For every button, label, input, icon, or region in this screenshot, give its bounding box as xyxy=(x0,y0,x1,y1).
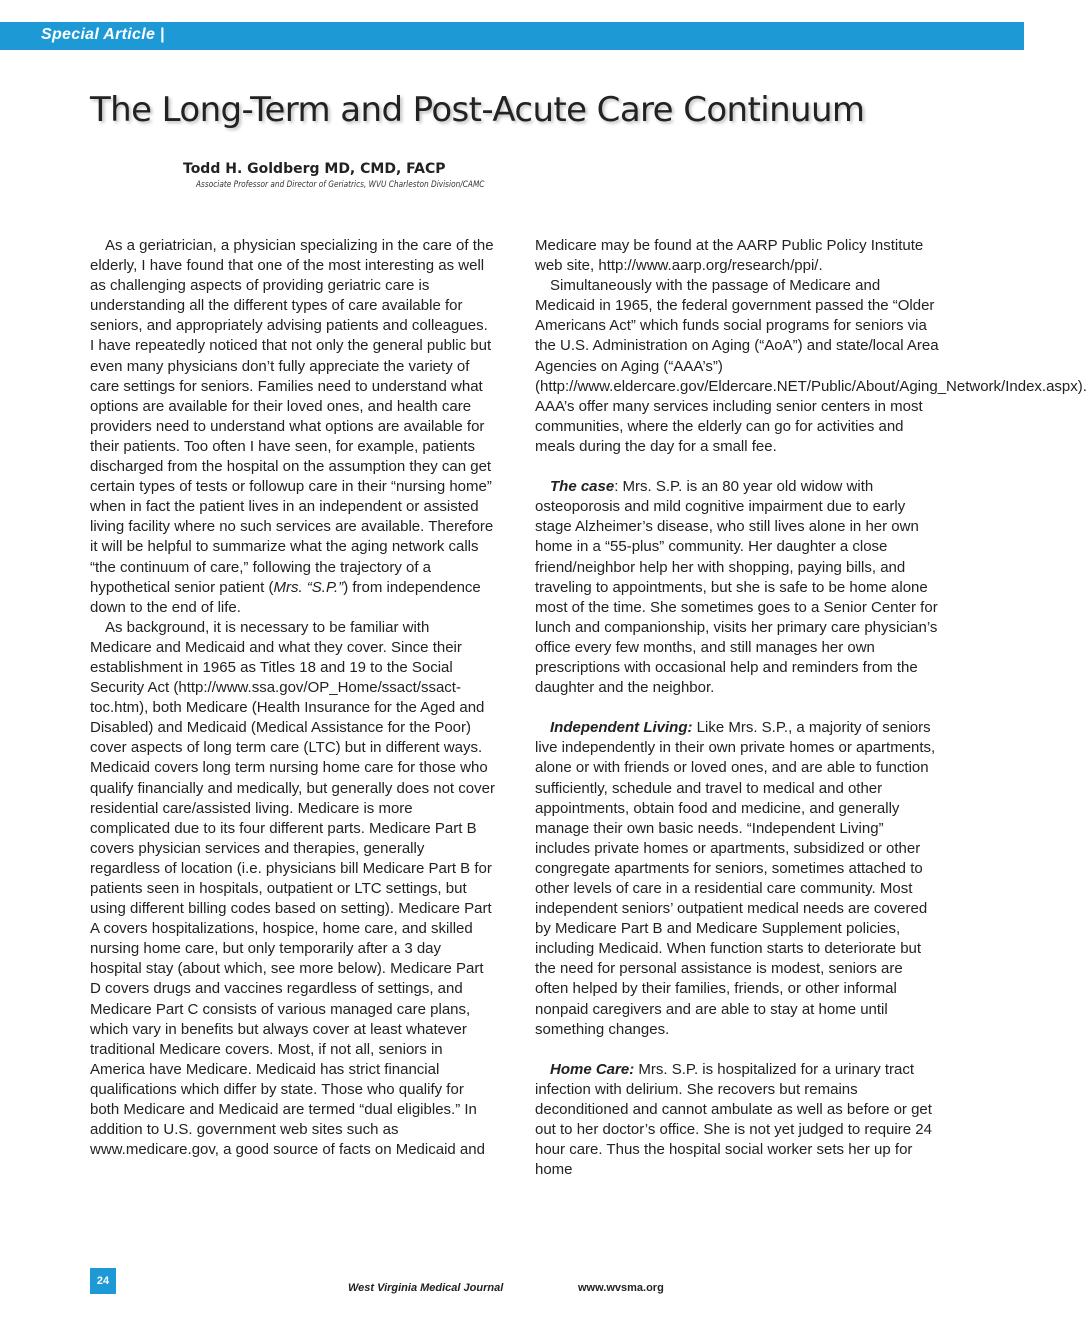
article-title: The Long-Term and Post-Acute Care Continuum xyxy=(90,90,865,130)
author-affiliation: Associate Professor and Director of Geriatrics, WVU Charleston Division/CAMC xyxy=(196,180,485,190)
page-number: 24 xyxy=(90,1268,116,1294)
section-banner xyxy=(0,22,1024,50)
paragraph-older-americans-act: Simultaneously with the passage of Medicare and Medicaid in 1965, the federal government passed the “Older Americans Act” which funds social programs for seniors via the U.S. Administration on Aging (“AoA”) and state/local Area Agencies on Aging (“AAA’s”) (http://www.eldercare.gov/Eldercare.NET/Public/About/Aging_Network/Index.aspx). AAA’s offer many services including senior centers in most communities, where the elderly can go for activities and meals during the day for a small fee. xyxy=(535,277,1087,455)
paragraph-home-care xyxy=(535,1060,940,1181)
patient-name-italic: Mrs. “S.P.” xyxy=(273,578,344,596)
paragraph-background: As background, it is necessary to be familiar with Medicare and Medicaid and what they cover. Since their establishment in 1965 as Titles 18 and 19 to the Social Security Act (http://www.ssa.gov/OP_Home/ssact/ssact-toc.htm), both Medicare (Health Insurance for the Aged and Disabled) and Medicaid (Medical Assistance for the Poor) cover aspects of long term care (LTC) but in different ways. Medicaid covers long term nursing home care for those who qualify financially and medically, but generally does not cover residential care/assisted living. Medicare is more complicated due to its four different parts. Medicare Part B covers physician services and therapies, generally regardless of location (i.e. physicians bill Medicare Part B for patients seen in hospitals, outpatient or LTC settings, but using different billing codes based on setting). Medicare Part A covers hospitalizations, hospice, home care, and skilled nursing home care, but only temporarily after a 3 day hospital stay (about which, see more below). Medicare Part D covers drugs and vaccines regardless of settings, and Medicare Part C consists of various managed care plans, which vary in benefits but always cover at least whatever traditional Medicare covers. Most, if not all, seniors in America have Medicare. Medicaid has strict financial qualifications which differ by state. Those who qualify for both Medicare and Medicaid are termed “dual eligibles.” In addition to U.S. government web sites such as www.medicare.gov, a good source of facts on Medicaid and xyxy=(90,618,495,1159)
paragraph-aarp: Medicare may be found at the AARP Public Policy Institute web site, http://www.aarp.org/research/ppi/. xyxy=(535,237,924,275)
paragraph-independent-living xyxy=(535,718,940,1040)
journal-website: www.wvsma.org xyxy=(578,1282,664,1294)
paragraph-case xyxy=(535,477,940,698)
author-name: Todd H. Goldberg MD, CMD, FACP xyxy=(183,161,446,177)
paragraph-text: Like Mrs. S.P., a majority of seniors live independently in their own private homes or apartments, alone or with friends or loved ones, and are able to function sufficiently, schedule and travel to medical and other appointments, obtain food and medicine, and generally manage their own basic needs. “Independent Living” includes private homes or apartments, subsidized or other congregate apartments for seniors, sometimes attached to other levels of care in a residential care community. Most independent seniors’ outpatient medical needs are covered by Medicare Part B and Medicare Supplement policies, including Medicaid. When function starts to deteriorate but the need for personal assistance is modest, seniors are often helped by their families, friends, or other informal nonpaid caregivers and are able to stay at home until something changes. xyxy=(535,719,936,1038)
journal-name: West Virginia Medical Journal xyxy=(348,1282,504,1294)
independent-living-heading: Independent Living: xyxy=(550,719,693,737)
section-label: Special Article | xyxy=(41,26,165,43)
home-care-heading: Home Care: xyxy=(550,1060,635,1078)
paragraph-text: Mrs. S.P. is hospitalized for a urinary tract infection with delirium. She recovers but remains deconditioned and cannot ambulate as well as before or get out to her doctor’s office. She is not yet judged to require 24 hour care. Thus the hospital social worker sets her up for home xyxy=(535,1060,932,1179)
paragraph-intro xyxy=(90,236,495,618)
case-heading: The case xyxy=(550,478,615,496)
left-column xyxy=(90,236,495,1160)
right-column xyxy=(535,236,1087,1180)
paragraph-text: As a geriatrician, a physician specializing in the care of the elderly, I have found that one of the most interesting as well as challenging aspects of providing geriatric care is understanding all the different types of care available for seniors, and appropriately advising patients and colleagues. I have repeatedly noticed that not only the general public but even many physicians don’t fully appreciate the variety of care settings for seniors. Families need to understand what options are available for their loved ones, and health care providers need to understand what options are available for their patients. Too often I have seen, for example, patients discharged from the hospital on the assumption they can get certain types of tests or followup care in their “nursing home” when in fact the patient lives in an independent or assisted living facility where no such services are available. Therefore it will be helpful to summarize what the aging network calls “the continuum of care,” following the trajectory of a hypothetical senior patient ( xyxy=(90,237,494,596)
paragraph-text: ) from independence down to the end of life. xyxy=(90,578,481,616)
paragraph-text: : Mrs. S.P. is an 80 year old widow with osteoporosis and mild cognitive impairment due to early stage Alzheimer’s disease, who still lives alone in her own home in a “55-plus” community. Her daughter a close friend/neighbor help her with shopping, paying bills, and traveling to appointments, but she is safe to be home alone most of the time. She sometimes goes to a Senior Center for lunch and companionship, visits her primary care physician’s office every few months, and still manages her own prescriptions with occasional help and reminders from the daughter and the neighbor. xyxy=(535,478,938,697)
